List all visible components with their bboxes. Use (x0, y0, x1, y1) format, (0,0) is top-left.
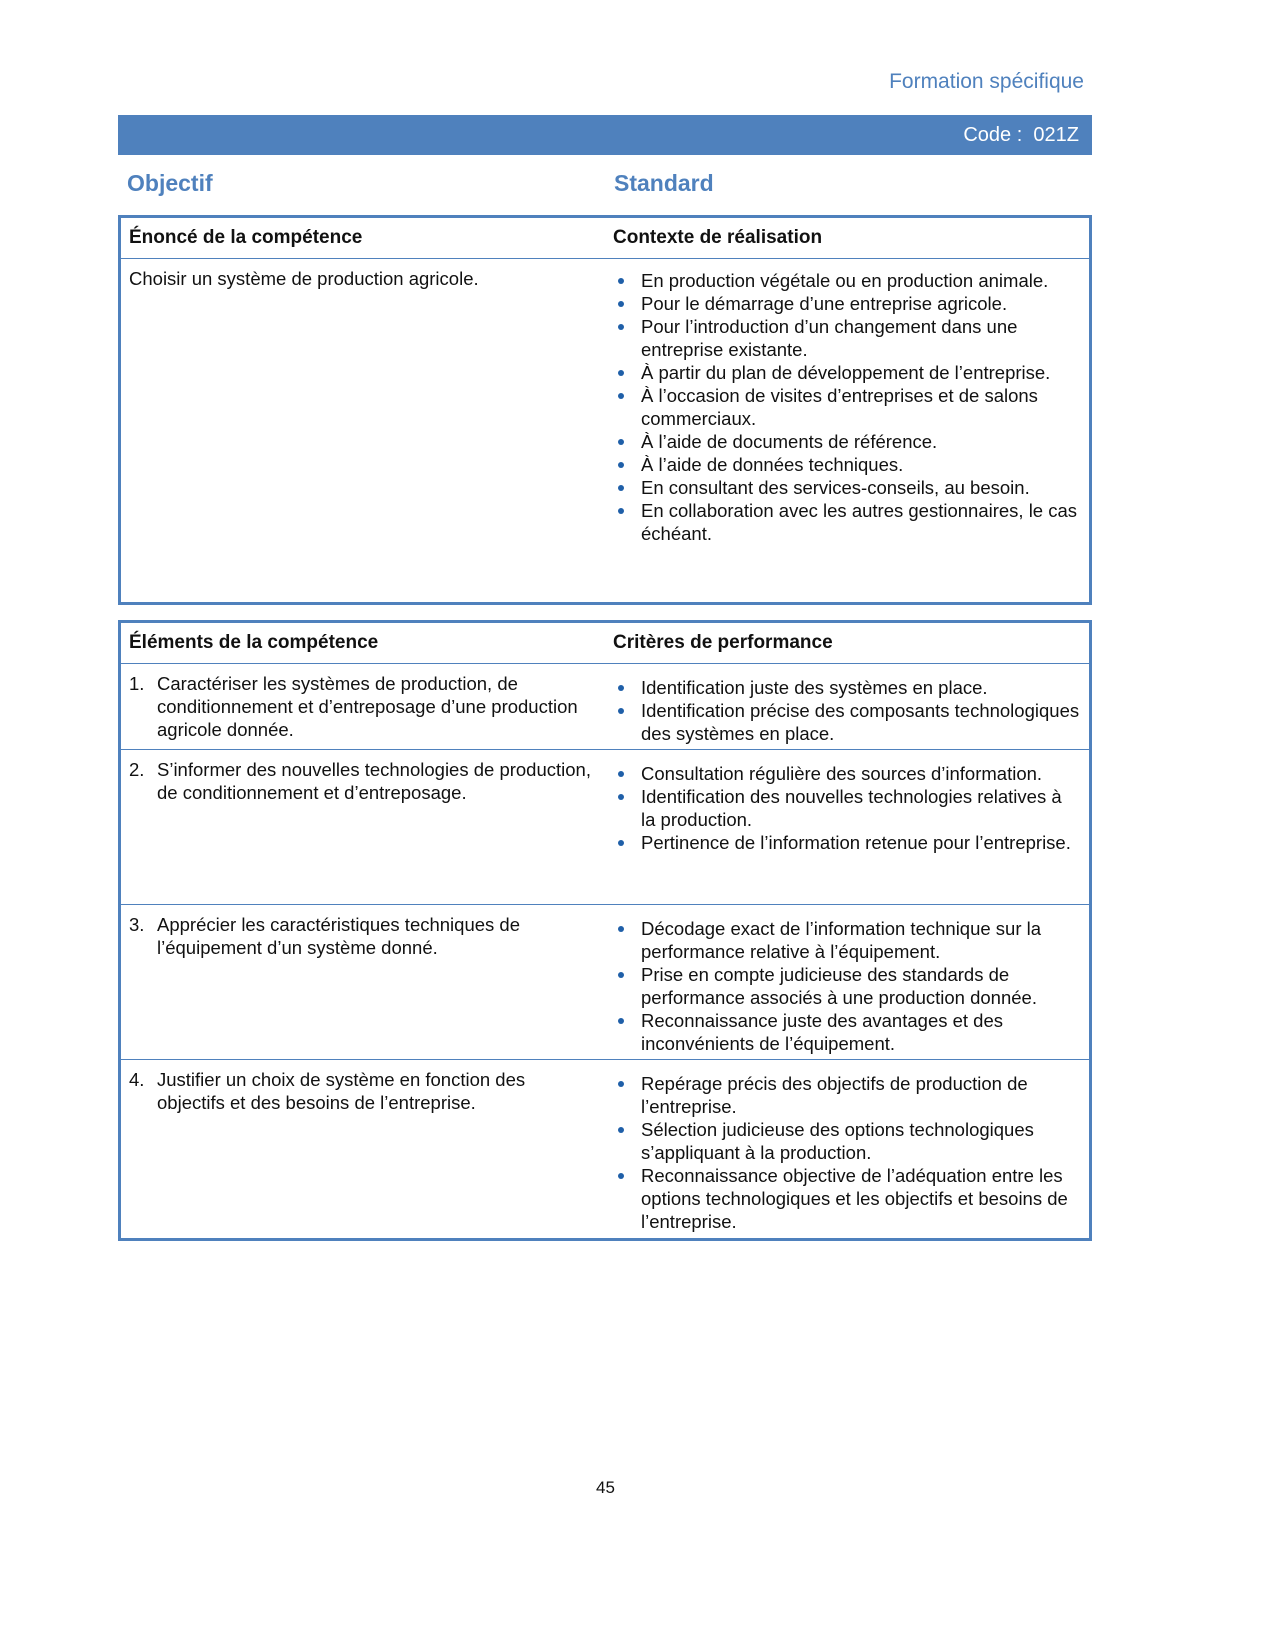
col-header-enonce: Énoncé de la compétence (129, 227, 363, 248)
code-bar (118, 115, 1092, 155)
criteres-list (613, 917, 1081, 1055)
contexte-item: À l’aide de documents de référence. (641, 430, 1081, 453)
criteres-list (613, 762, 1081, 854)
contexte-item: Pour le démarrage d’une entreprise agricole. (641, 292, 1081, 315)
element-text: Caractériser les systèmes de production, de conditionnement et d’entreposage d’une production agricole donnée. (157, 673, 578, 740)
col-header-elements: Éléments de la compétence (129, 632, 379, 653)
col-header-contexte: Contexte de réalisation (613, 227, 823, 248)
critere-item: Reconnaissance objective de l’adéquation entre les options technologiques et les objectifs et besoins de l’entreprise. (641, 1164, 1081, 1233)
table-row (120, 905, 1091, 1060)
contexte-item: En production végétale ou en production animale. (641, 269, 1081, 292)
contexte-item: À l’aide de données techniques. (641, 453, 1081, 476)
col-header-criteres: Critères de performance (613, 632, 833, 653)
critere-item: Décodage exact de l’information technique sur la performance relative à l’équipement. (641, 917, 1081, 963)
critere-item: Identification juste des systèmes en place. (641, 676, 1081, 699)
element-number: 2. (129, 759, 145, 780)
section-objectif: Objectif (127, 170, 213, 196)
contexte-item: En collaboration avec les autres gestionnaires, le cas échéant. (641, 499, 1081, 545)
contexte-list (613, 269, 1081, 545)
critere-item: Sélection judicieuse des options technologiques s’appliquant à la production. (641, 1118, 1081, 1164)
critere-item: Prise en compte judicieuse des standards de performance associés à une production donnée. (641, 963, 1081, 1009)
table-row (120, 750, 1091, 905)
code-value: 021Z (1033, 124, 1079, 146)
contexte-item: Pour l’introduction d’un changement dans une entreprise existante. (641, 315, 1081, 361)
element-number: 3. (129, 914, 145, 935)
element-number: 4. (129, 1069, 145, 1090)
contexte-item: À l’occasion de visites d’entreprises et de salons commerciaux. (641, 384, 1081, 430)
element-text: Justifier un choix de système en fonction des objectifs et des besoins de l’entreprise. (157, 1069, 526, 1113)
enonce-cell: Choisir un système de production agricole. (120, 259, 606, 604)
section-standard: Standard (614, 170, 714, 196)
page-number: 45 (596, 1478, 615, 1497)
critere-item: Repérage précis des objectifs de production de l’entreprise. (641, 1072, 1081, 1118)
running-header: Formation spécifique (889, 70, 1084, 93)
criteres-list (613, 1072, 1081, 1233)
elements-table (118, 620, 1092, 1241)
table-row (120, 664, 1091, 750)
element-text: S’informer des nouvelles technologies de production, de conditionnement et d’entreposage. (157, 759, 591, 803)
critere-item: Identification des nouvelles technologies relatives à la production. (641, 785, 1081, 831)
element-number: 1. (129, 673, 145, 694)
critere-item: Reconnaissance juste des avantages et des inconvénients de l’équipement. (641, 1009, 1081, 1055)
code-text (963, 124, 1079, 147)
contexte-item: À partir du plan de développement de l’entreprise. (641, 361, 1081, 384)
competence-table (118, 215, 1092, 605)
code-label: Code : (963, 124, 1023, 146)
criteres-list (613, 676, 1081, 745)
critere-item: Pertinence de l’information retenue pour l’entreprise. (641, 831, 1081, 854)
contexte-item: En consultant des services-conseils, au besoin. (641, 476, 1081, 499)
table-row (120, 1060, 1091, 1240)
critere-item: Identification précise des composants technologiques des systèmes en place. (641, 700, 1080, 744)
critere-item: Consultation régulière des sources d’information. (641, 762, 1081, 785)
element-text: Apprécier les caractéristiques techniques de l’équipement d’un système donné. (157, 914, 520, 958)
